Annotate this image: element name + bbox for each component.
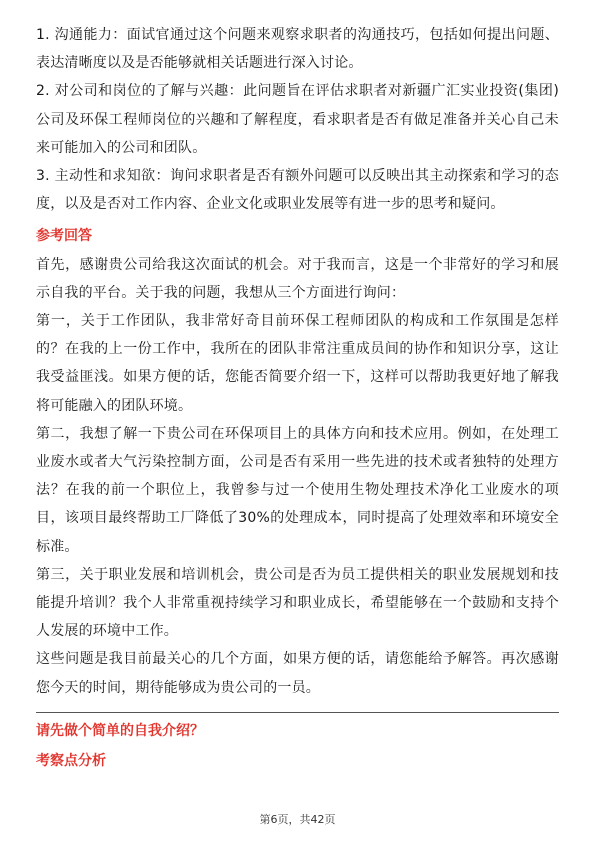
next-question-title: 请先做个简单的自我介绍？: [36, 722, 204, 739]
point-communication: 1. 沟通能力：面试官通过这个问题来观察求职者的沟通技巧，包括如何提出问题、表达清晰度以及是否能够就相关话题进行深入讨论。: [36, 27, 559, 72]
answer-technology: 第二，我想了解一下贵公司在环保项目上的具体方向和技术应用。例如，在处理工业废水或者大气污染控制方面，公司是否有采用一些先进的技术或者独特的处理方法？在我的前一个职位上，我曾参与过一个使用生物处理技术净化工业废水的项目，该项目最终帮助工厂降低了30%的处理成本，同时提高了处理效率和环境安全标准。: [36, 425, 559, 555]
answer-career: 第三，关于职业发展和培训机会，贵公司是否为员工提供相关的职业发展规划和技能提升培训？我个人非常重视持续学习和职业成长，希望能够在一个鼓励和支持个人发展的环境中工作。: [36, 566, 559, 640]
point-initiative: 3. 主动性和求知欲：询问求职者是否有额外问题可以反映出其主动探索和学习的态度，以及是否对工作内容、企业文化或职业发展等有进一步的思考和疑问。: [36, 168, 559, 213]
analysis-heading: 考察点分析: [36, 752, 106, 769]
section-divider: [36, 712, 559, 713]
answer-closing: 这些问题是我目前最关心的几个方面，如果方便的话，请您能给予解答。再次感谢您今天的时间，期待能够成为贵公司的一员。: [36, 651, 559, 696]
point-company-interest: 2. 对公司和岗位的了解与兴趣：此问题旨在评估求职者对新疆广汇实业投资(集团)公司及环保工程师岗位的兴趣和了解程度，看求职者是否有做足准备并关心自己未来可能加入的公司和团队。: [36, 83, 559, 156]
page-content: [36, 21, 559, 775]
answer-intro: 首先，感谢贵公司给我这次面试的机会。对于我而言，这是一个非常好的学习和展示自我的平台。关于我的问题，我想从三个方面进行询问：: [36, 256, 559, 301]
answer-team: 第一，关于工作团队，我非常好奇目前环保工程师团队的构成和工作氛围是怎样的？在我的上一份工作中，我所在的团队非常注重成员间的协作和知识分享，这让我受益匪浅。如果方便的话，您能否简要介绍一下，这样可以帮助我更好地了解我将可能融入的团队环境。: [36, 313, 559, 414]
page-number: 第6页，共42页: [259, 813, 336, 826]
reference-answer-heading: 参考回答: [36, 228, 92, 245]
